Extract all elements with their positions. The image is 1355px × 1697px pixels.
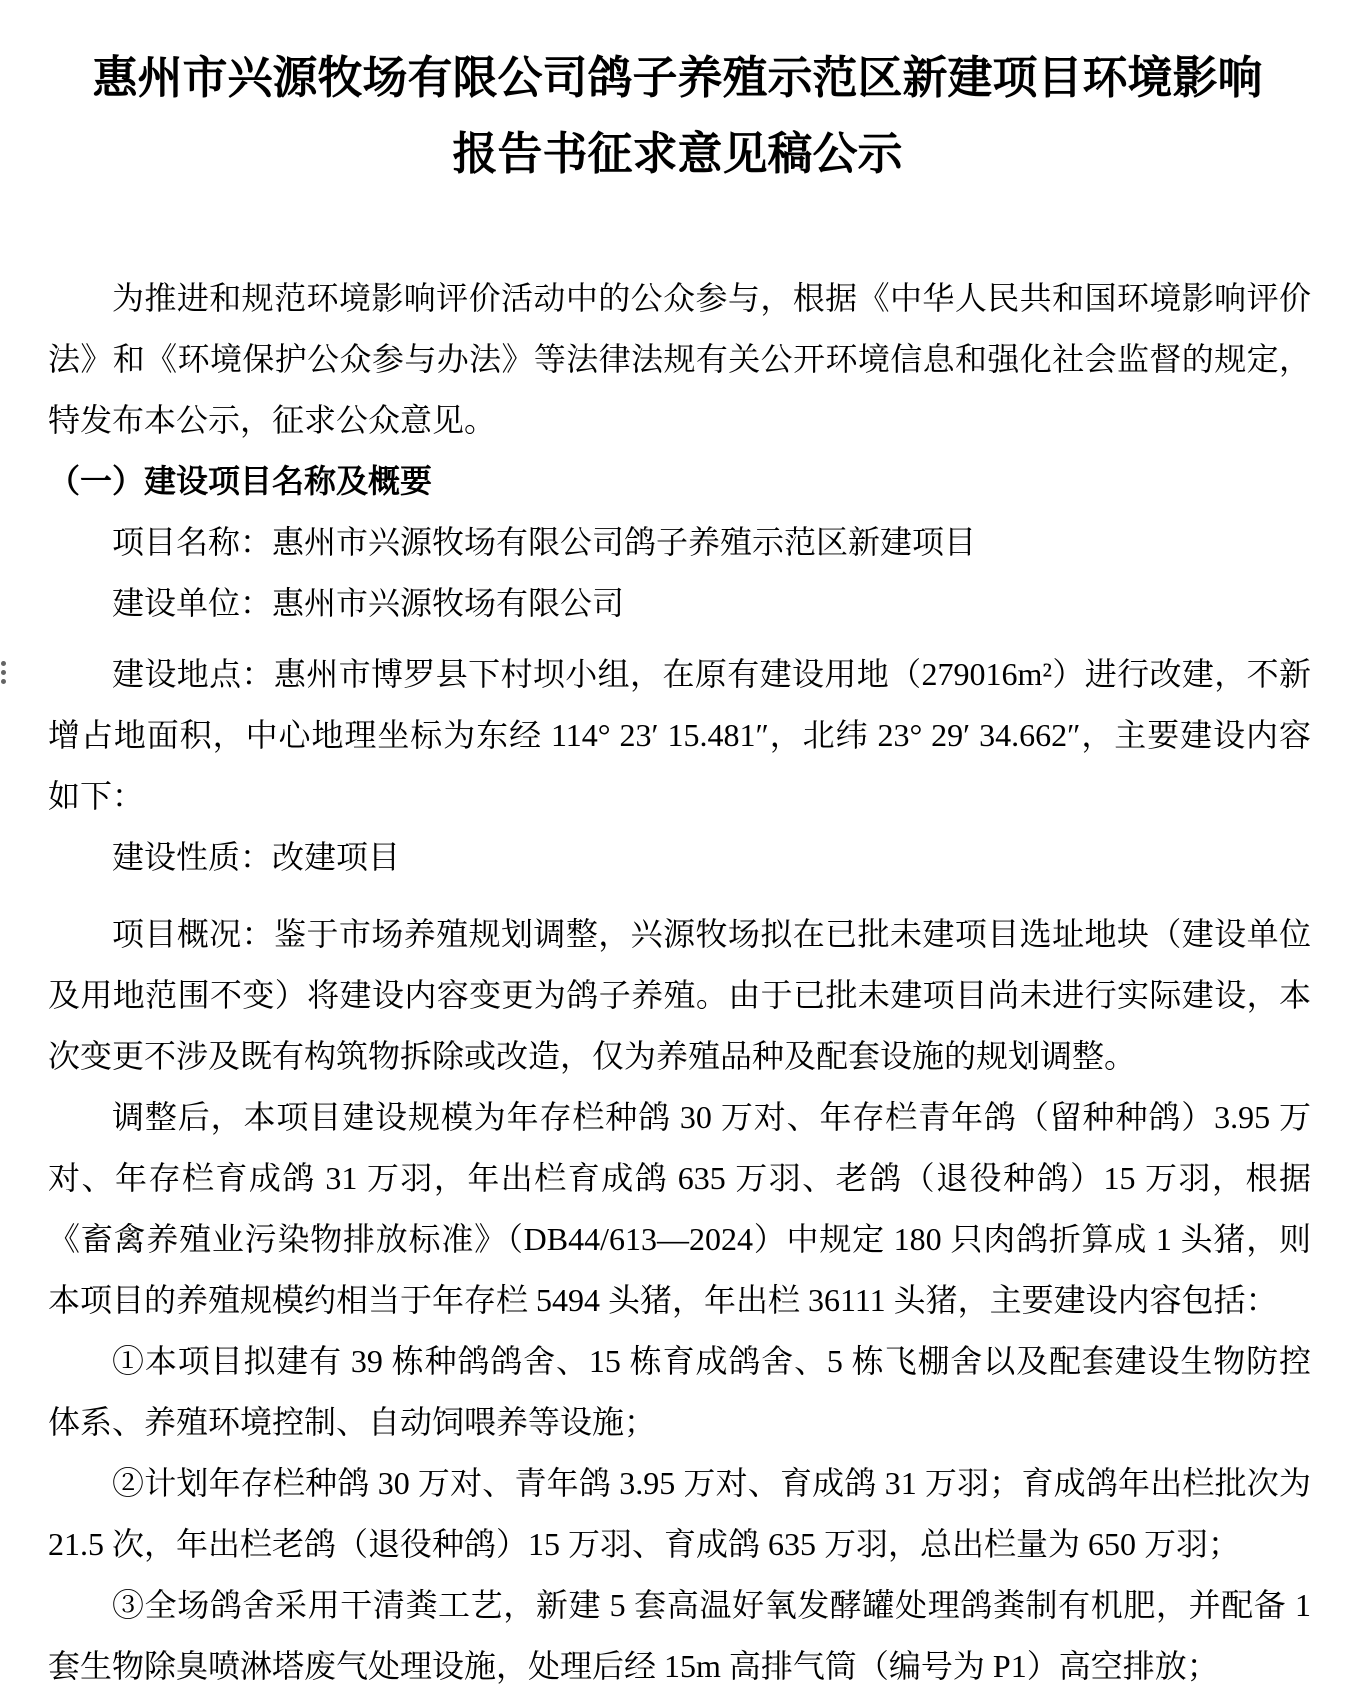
edge-marker-dots-icon [1,661,6,684]
construction-unit-line: 建设单位：惠州市兴源牧场有限公司 [112,585,625,621]
document-body [48,268,1311,1697]
section-heading-project-overview: （一）建设项目名称及概要 [48,463,433,499]
document-title [0,0,1355,192]
project-name-line: 项目名称：惠州市兴源牧场有限公司鸽子养殖示范区新建项目 [112,524,977,560]
construction-item-2: ②计划年存栏种鸽 30 万对、青年鸽 3.95 万对、育成鸽 31 万羽；育成鸽年出栏批次为 21.5 次，年出栏老鸽（退役种鸽）15 万羽、育成鸽 635 万羽，总出栏量为 650 万羽； [48,1465,1311,1562]
edge-marker-dot [1,670,6,675]
construction-location-paragraph: 建设地点：惠州市博罗县下村坝小组，在原有建设用地（279016m²）进行改建，不新增占地面积，中心地理坐标为东经 114° 23′ 15.481″，北纬 23° 29′ 34.662″，主要建设内容如下： [48,656,1311,814]
construction-item-3: ③全场鸽舍采用干清粪工艺，新建 5 套高温好氧发酵罐处理鸽粪制有机肥，并配备 1 套生物除臭喷淋塔废气处理设施，处理后经 15m 高排气筒（编号为 P1）高空排放； [48,1587,1311,1684]
intro-paragraph: 为推进和规范环境影响评价活动中的公众参与，根据《中华人民共和国环境影响评价法》和《环境保护公众参与办法》等法律法规有关公开环境信息和强化社会监督的规定，特发布本公示，征求公众意见。 [48,280,1311,438]
edge-marker-dot [1,661,6,666]
document-title-line2: 报告书征求意见稿公示 [452,128,903,179]
project-scale-paragraph: 调整后，本项目建设规模为年存栏种鸽 30 万对、年存栏青年鸽（留种种鸽）3.95 万对、年存栏育成鸽 31 万羽，年出栏育成鸽 635 万羽、老鸽（退役种鸽）15 万羽，根据《畜禽养殖业污染物排放标准》（DB44/613—2024）中规定 180 只肉鸽折算成 1 头猪，则本项目的养殖规模约相当于年存栏 5494 头猪，年出栏 36111 头猪，主要建设内容包括： [48,1099,1311,1318]
project-summary-paragraph: 项目概况：鉴于市场养殖规划调整，兴源牧场拟在已批未建项目选址地块（建设单位及用地范围不变）将建设内容变更为鸽子养殖。由于已批未建项目尚未进行实际建设，本次变更不涉及既有构筑物拆除或改造，仅为养殖品种及配套设施的规划调整。 [48,916,1311,1074]
construction-nature-line: 建设性质：改建项目 [112,839,401,875]
edge-marker-dot [1,679,6,684]
construction-item-1: ①本项目拟建有 39 栋种鸽鸽舍、15 栋育成鸽舍、5 栋飞棚舍以及配套建设生物防控体系、养殖环境控制、自动饲喂养等设施； [48,1343,1311,1440]
document-title-line1: 惠州市兴源牧场有限公司鸽子养殖示范区新建项目环境影响 [92,52,1263,103]
